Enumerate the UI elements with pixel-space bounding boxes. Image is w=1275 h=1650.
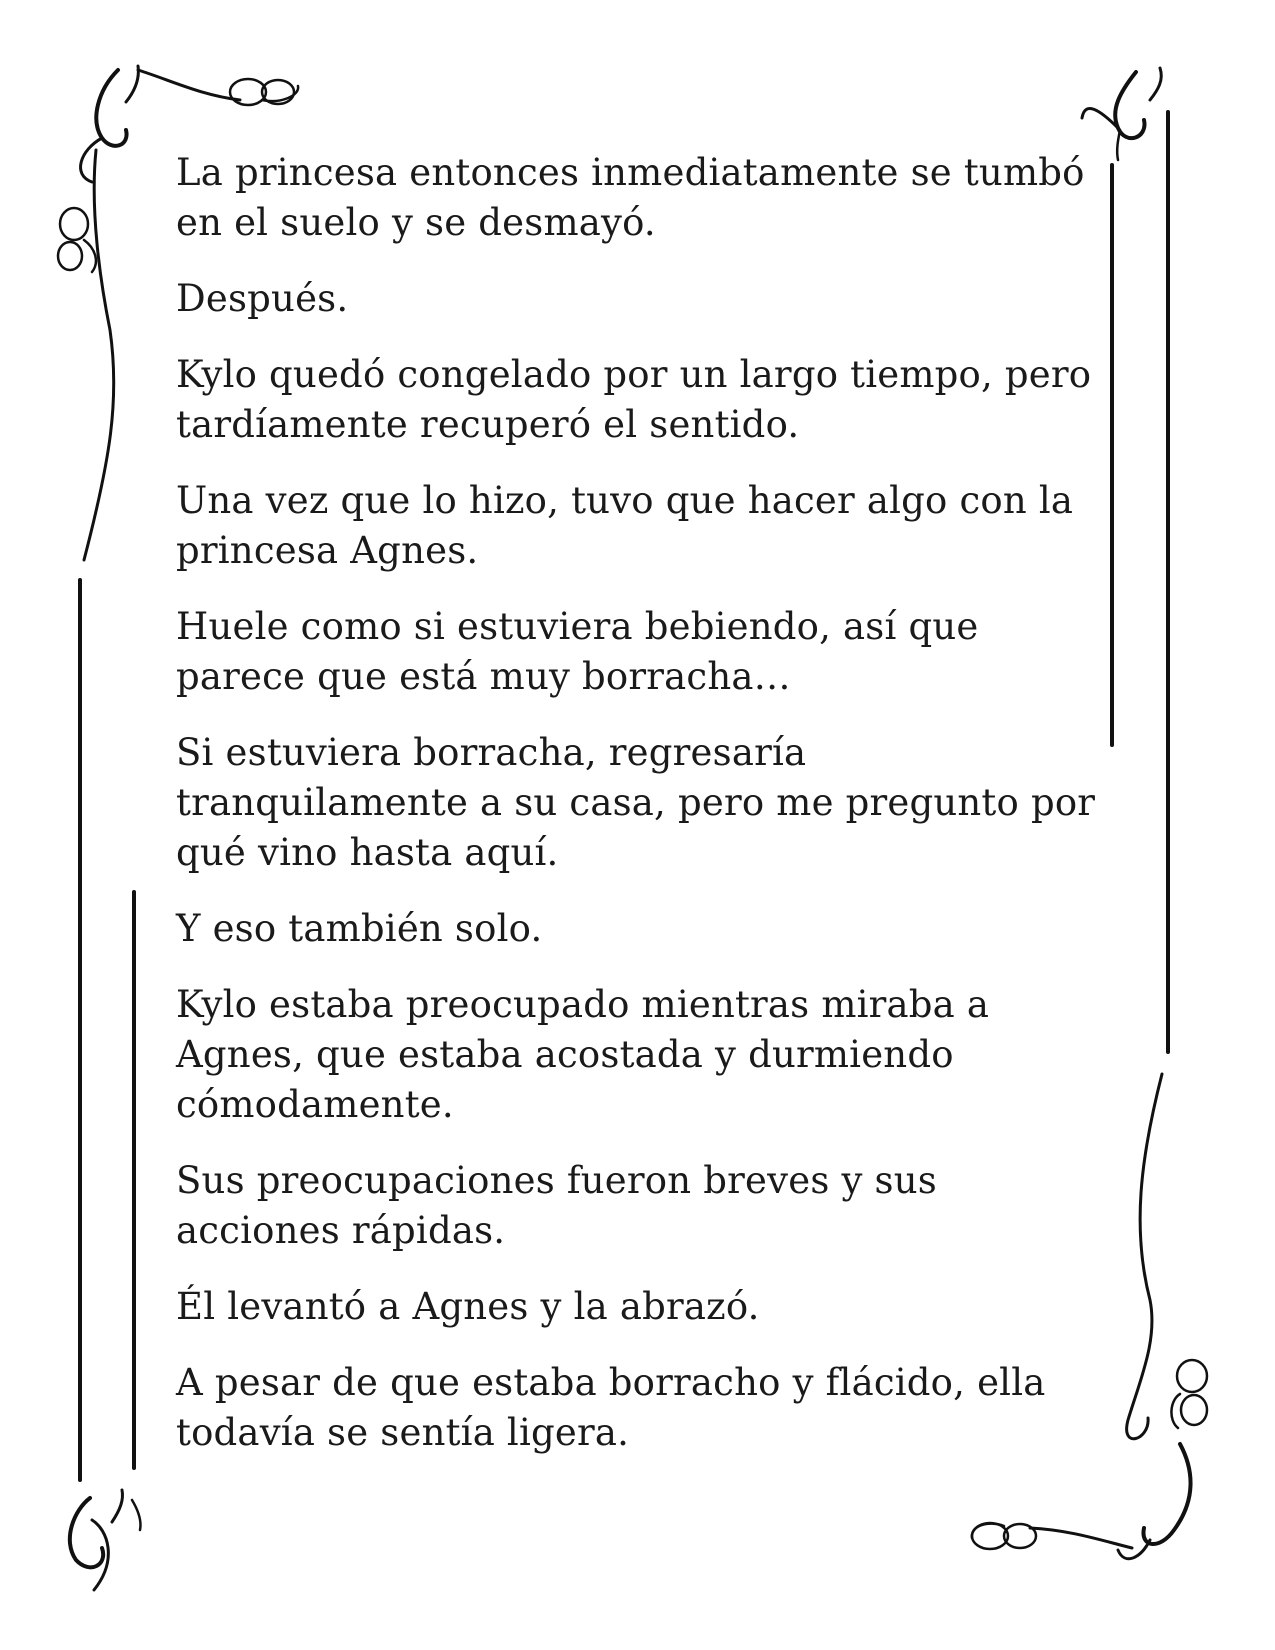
paragraph-3: Kylo quedó congelado por un largo tiempo, pero tardíamente recuperó el sentido. <box>176 353 1092 446</box>
paragraph-2: Después. <box>176 277 349 320</box>
paragraph-10: Él levantó a Agnes y la abrazó. <box>176 1285 760 1328</box>
paragraph-8: Kylo estaba preocupado mientras miraba a Agnes, que estaba acostada y durmiendo cómodamente. <box>176 983 990 1126</box>
paragraph-11: A pesar de que estaba borracho y flácido, ella todavía se sentía ligera. <box>176 1361 1046 1454</box>
paragraph-6: Si estuviera borracha, regresaría tranquilamente a su casa, pero me pregunto por qué vino hasta aquí. <box>176 731 1096 874</box>
paragraph-1: La princesa entonces inmediatamente se tumbó en el suelo y se desmayó. <box>176 151 1085 244</box>
page-text <box>176 148 1106 1484</box>
corner-flourish-bottom-left <box>70 1490 141 1590</box>
corner-flourish-top-right <box>1082 68 1161 160</box>
paragraph-7: Y eso también solo. <box>176 907 543 950</box>
paragraph-9: Sus preocupaciones fueron breves y sus acciones rápidas. <box>176 1159 937 1252</box>
paragraph-5: Huele como si estuviera bebiendo, así que parece que está muy borracha… <box>176 605 979 698</box>
paragraph-4: Una vez que lo hizo, tuvo que hacer algo con la princesa Agnes. <box>176 479 1074 572</box>
